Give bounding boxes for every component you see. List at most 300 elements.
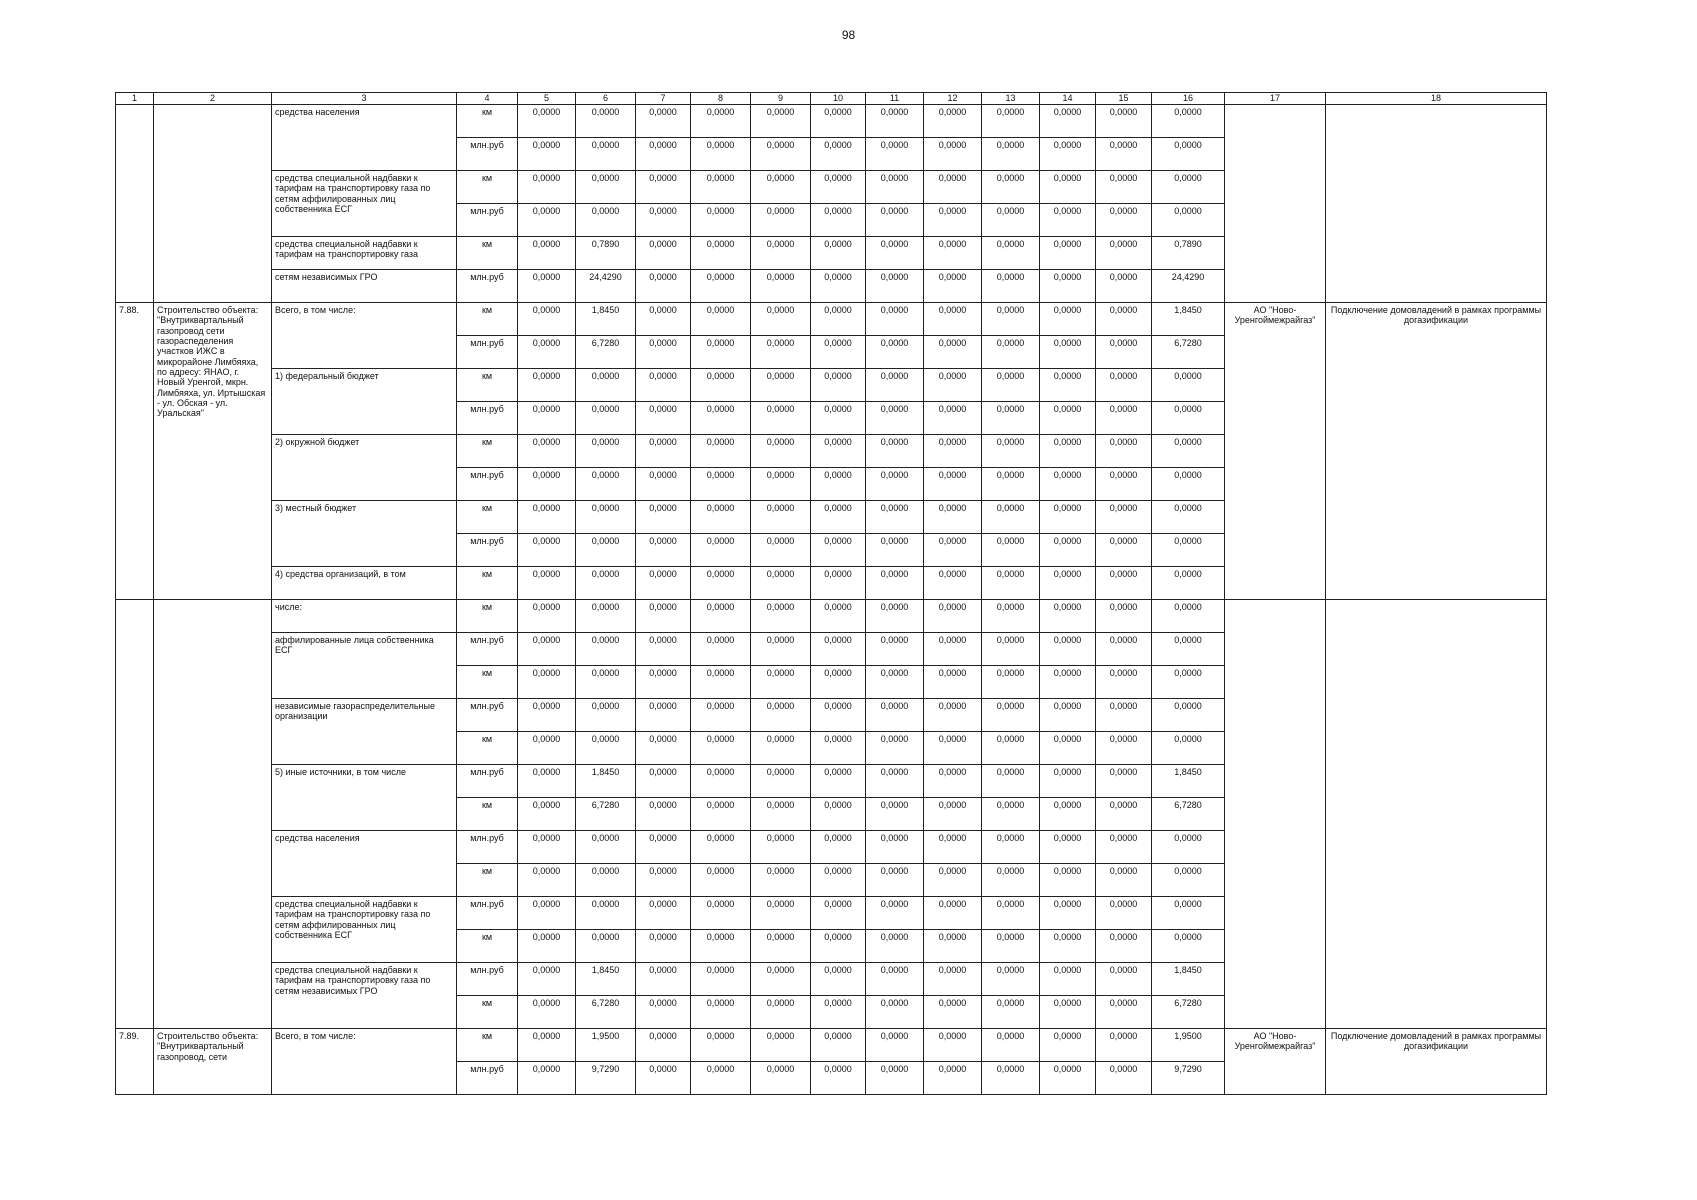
value-cell: 0,0000: [982, 633, 1040, 666]
funding-source-label: средства населения: [272, 105, 457, 171]
value-cell: 0,0000: [811, 699, 866, 732]
value-cell: 0,0000: [1096, 1062, 1152, 1095]
value-cell: 0,0000: [636, 336, 691, 369]
value-cell: 0,0000: [518, 1029, 576, 1062]
value-cell: 0,0000: [1152, 864, 1225, 897]
value-cell: 0,0000: [636, 435, 691, 468]
value-cell: 0,0000: [751, 237, 811, 270]
unit-cell: млн.руб: [457, 831, 518, 864]
value-cell: 0,0000: [924, 534, 982, 567]
column-header: 12: [924, 93, 982, 105]
value-cell: 1,8450: [1152, 765, 1225, 798]
value-cell: 0,0000: [866, 336, 924, 369]
value-cell: 0,0000: [1040, 633, 1096, 666]
value-cell: 0,0000: [1152, 204, 1225, 237]
column-header: 14: [1040, 93, 1096, 105]
value-cell: 0,0000: [691, 1062, 751, 1095]
value-cell: 0,0000: [518, 666, 576, 699]
value-cell: 0,0000: [811, 732, 866, 765]
value-cell: 0,0000: [691, 369, 751, 402]
value-cell: 0,0000: [1152, 600, 1225, 633]
value-cell: 0,0000: [1152, 732, 1225, 765]
value-cell: 0,0000: [636, 930, 691, 963]
value-cell: 0,0000: [982, 996, 1040, 1029]
value-cell: 0,0000: [1096, 369, 1152, 402]
value-cell: 0,0000: [636, 864, 691, 897]
value-cell: 0,0000: [636, 831, 691, 864]
value-cell: 0,0000: [1040, 369, 1096, 402]
value-cell: 0,0000: [866, 369, 924, 402]
item-number: [116, 105, 154, 303]
value-cell: 0,0000: [576, 864, 636, 897]
value-cell: 0,0000: [924, 930, 982, 963]
value-cell: 0,0000: [518, 1062, 576, 1095]
unit-cell: км: [457, 930, 518, 963]
value-cell: 0,0000: [518, 171, 576, 204]
column-header: 15: [1096, 93, 1152, 105]
value-cell: 0,0000: [866, 1029, 924, 1062]
value-cell: 0,0000: [518, 798, 576, 831]
value-cell: 0,0000: [636, 1062, 691, 1095]
value-cell: 0,0000: [811, 369, 866, 402]
value-cell: 0,0000: [691, 171, 751, 204]
value-cell: 0,0000: [518, 633, 576, 666]
value-cell: 0,0000: [1152, 138, 1225, 171]
value-cell: 0,0000: [751, 666, 811, 699]
value-cell: 9,7290: [576, 1062, 636, 1095]
value-cell: 0,0000: [866, 237, 924, 270]
value-cell: 0,0000: [576, 534, 636, 567]
value-cell: 0,0000: [1096, 765, 1152, 798]
funding-source-label: 2) окружной бюджет: [272, 435, 457, 501]
unit-cell: км: [457, 864, 518, 897]
unit-cell: млн.руб: [457, 138, 518, 171]
value-cell: 0,0000: [576, 369, 636, 402]
value-cell: 0,0000: [576, 732, 636, 765]
value-cell: 1,8450: [576, 303, 636, 336]
value-cell: 0,0000: [518, 237, 576, 270]
value-cell: 0,0000: [866, 996, 924, 1029]
value-cell: 0,0000: [866, 963, 924, 996]
value-cell: 0,0000: [1096, 105, 1152, 138]
value-cell: 0,0000: [1096, 732, 1152, 765]
investment-program-table: [115, 92, 1547, 1095]
value-cell: 0,0000: [1040, 1062, 1096, 1095]
value-cell: 0,0000: [1152, 930, 1225, 963]
value-cell: 0,0000: [751, 270, 811, 303]
value-cell: 0,0000: [1040, 501, 1096, 534]
value-cell: 0,0000: [691, 567, 751, 600]
value-cell: 6,7280: [1152, 996, 1225, 1029]
value-cell: 0,0000: [866, 633, 924, 666]
value-cell: 0,0000: [811, 270, 866, 303]
value-cell: 0,0000: [751, 600, 811, 633]
value-cell: 0,0000: [811, 666, 866, 699]
value-cell: 0,0000: [1040, 666, 1096, 699]
value-cell: 1,9500: [1152, 1029, 1225, 1062]
column-header: 3: [272, 93, 457, 105]
object-name: Строительство объекта: "Внутриквартальный газопровод сети газораспеделения участков ИЖС в микрорайоне Лимбяяха, по адресу: ЯНАО, г. Новый Уренгой, мкрн. Лимбяяха, ул. Иртышская - ул. Обская - ул. Уральская": [154, 303, 272, 600]
value-cell: 0,0000: [811, 798, 866, 831]
value-cell: 0,0000: [691, 732, 751, 765]
value-cell: 0,0000: [866, 534, 924, 567]
value-cell: 0,0000: [982, 369, 1040, 402]
value-cell: 0,0000: [518, 567, 576, 600]
value-cell: 0,0000: [1040, 567, 1096, 600]
purpose: Подключение домовладений в рамках программы догазификации: [1326, 303, 1547, 600]
value-cell: 0,0000: [811, 402, 866, 435]
value-cell: 0,0000: [1040, 204, 1096, 237]
value-cell: 0,0000: [924, 138, 982, 171]
value-cell: 0,0000: [1096, 600, 1152, 633]
unit-cell: км: [457, 369, 518, 402]
funding-source-label: средства специальной надбавки к тарифам на транспортировку газа по сетям аффилированных лиц собственника ЕСГ: [272, 171, 457, 237]
value-cell: 0,0000: [982, 204, 1040, 237]
value-cell: 0,0000: [866, 864, 924, 897]
value-cell: 0,0000: [924, 765, 982, 798]
unit-cell: км: [457, 798, 518, 831]
value-cell: 0,0000: [518, 303, 576, 336]
value-cell: 0,0000: [1040, 534, 1096, 567]
value-cell: 0,0000: [811, 765, 866, 798]
value-cell: 0,0000: [811, 1062, 866, 1095]
column-header: 16: [1152, 93, 1225, 105]
value-cell: 0,0000: [518, 534, 576, 567]
value-cell: 0,0000: [811, 105, 866, 138]
column-header: 18: [1326, 93, 1547, 105]
funding-source-label: 4) средства организаций, в том: [272, 567, 457, 600]
unit-cell: млн.руб: [457, 336, 518, 369]
value-cell: 0,0000: [1096, 435, 1152, 468]
column-header: 5: [518, 93, 576, 105]
value-cell: 0,0000: [811, 534, 866, 567]
value-cell: 0,0000: [636, 468, 691, 501]
value-cell: 0,0000: [924, 402, 982, 435]
value-cell: 0,0000: [982, 138, 1040, 171]
value-cell: 0,0000: [1096, 963, 1152, 996]
column-header: 9: [751, 93, 811, 105]
unit-cell: млн.руб: [457, 633, 518, 666]
value-cell: 0,0000: [866, 831, 924, 864]
value-cell: 0,0000: [1096, 468, 1152, 501]
funding-source-label: Всего, в том числе:: [272, 1029, 457, 1095]
value-cell: 0,0000: [1096, 237, 1152, 270]
value-cell: 0,0000: [1096, 567, 1152, 600]
value-cell: 0,0000: [866, 138, 924, 171]
unit-cell: км: [457, 237, 518, 270]
value-cell: 0,0000: [636, 501, 691, 534]
organization: АО "Ново-Уренгоймежрайгаз": [1225, 303, 1326, 600]
funding-source-label: средства специальной надбавки к тарифам на транспортировку газа по сетям независимых ГРО: [272, 963, 457, 1029]
table-row: [116, 105, 1547, 138]
value-cell: 0,0000: [518, 765, 576, 798]
unit-cell: км: [457, 1029, 518, 1062]
value-cell: 0,0000: [982, 270, 1040, 303]
value-cell: 0,0000: [866, 600, 924, 633]
value-cell: 0,0000: [751, 798, 811, 831]
value-cell: 0,0000: [982, 666, 1040, 699]
value-cell: 0,0000: [924, 204, 982, 237]
value-cell: 0,0000: [751, 732, 811, 765]
value-cell: 0,0000: [576, 171, 636, 204]
value-cell: 0,0000: [1096, 534, 1152, 567]
value-cell: 0,0000: [866, 930, 924, 963]
value-cell: 6,7280: [1152, 798, 1225, 831]
item-number: 7.89.: [116, 1029, 154, 1095]
value-cell: 0,0000: [576, 435, 636, 468]
value-cell: 0,0000: [1152, 633, 1225, 666]
value-cell: 0,0000: [636, 699, 691, 732]
value-cell: 0,0000: [751, 402, 811, 435]
value-cell: 0,0000: [751, 567, 811, 600]
value-cell: 0,0000: [811, 996, 866, 1029]
value-cell: 0,0000: [691, 666, 751, 699]
value-cell: 0,0000: [982, 336, 1040, 369]
value-cell: 0,0000: [924, 501, 982, 534]
value-cell: 0,0000: [924, 600, 982, 633]
value-cell: 0,0000: [866, 303, 924, 336]
value-cell: 0,0000: [1152, 171, 1225, 204]
value-cell: 0,0000: [1040, 600, 1096, 633]
value-cell: 0,0000: [518, 831, 576, 864]
value-cell: 0,0000: [576, 204, 636, 237]
unit-cell: млн.руб: [457, 765, 518, 798]
value-cell: 0,0000: [518, 699, 576, 732]
value-cell: 0,0000: [1040, 336, 1096, 369]
value-cell: 0,0000: [1152, 435, 1225, 468]
value-cell: 0,0000: [924, 996, 982, 1029]
funding-source-label: средства специальной надбавки к тарифам на транспортировку газа по сетям аффилированных лиц собственника ЕСГ: [272, 897, 457, 963]
value-cell: 0,0000: [751, 369, 811, 402]
value-cell: 0,0000: [751, 204, 811, 237]
value-cell: 0,0000: [636, 171, 691, 204]
value-cell: 0,0000: [924, 864, 982, 897]
value-cell: 0,0000: [866, 171, 924, 204]
value-cell: 0,0000: [1040, 831, 1096, 864]
value-cell: 0,0000: [636, 765, 691, 798]
value-cell: 0,0000: [924, 270, 982, 303]
value-cell: 0,0000: [636, 600, 691, 633]
value-cell: 0,0000: [982, 600, 1040, 633]
value-cell: 0,0000: [866, 468, 924, 501]
value-cell: 0,0000: [982, 831, 1040, 864]
value-cell: 0,0000: [982, 171, 1040, 204]
value-cell: 0,0000: [982, 765, 1040, 798]
unit-cell: млн.руб: [457, 1062, 518, 1095]
value-cell: 0,0000: [1152, 567, 1225, 600]
value-cell: 0,0000: [1152, 468, 1225, 501]
value-cell: 0,0000: [1040, 864, 1096, 897]
value-cell: 0,0000: [982, 798, 1040, 831]
value-cell: 0,0000: [636, 204, 691, 237]
unit-cell: млн.руб: [457, 534, 518, 567]
value-cell: 0,0000: [691, 633, 751, 666]
value-cell: 0,0000: [811, 963, 866, 996]
value-cell: 0,0000: [576, 501, 636, 534]
value-cell: 0,0000: [1152, 897, 1225, 930]
object-name: [154, 105, 272, 303]
unit-cell: км: [457, 996, 518, 1029]
unit-cell: млн.руб: [457, 963, 518, 996]
value-cell: 0,0000: [691, 534, 751, 567]
value-cell: 0,0000: [691, 699, 751, 732]
purpose: [1326, 600, 1547, 1029]
value-cell: 0,0000: [636, 1029, 691, 1062]
unit-cell: км: [457, 303, 518, 336]
value-cell: 0,0000: [691, 600, 751, 633]
column-header: 10: [811, 93, 866, 105]
value-cell: 0,0000: [1096, 402, 1152, 435]
value-cell: 0,0000: [982, 468, 1040, 501]
column-header: 8: [691, 93, 751, 105]
value-cell: 0,0000: [924, 1029, 982, 1062]
value-cell: 0,0000: [576, 831, 636, 864]
value-cell: 0,0000: [982, 864, 1040, 897]
value-cell: 0,0000: [751, 303, 811, 336]
value-cell: 0,0000: [1040, 732, 1096, 765]
value-cell: 0,0000: [1040, 270, 1096, 303]
value-cell: 0,0000: [751, 468, 811, 501]
item-number: 7.88.: [116, 303, 154, 600]
value-cell: 0,0000: [691, 105, 751, 138]
value-cell: 0,7890: [576, 237, 636, 270]
value-cell: 0,0000: [518, 402, 576, 435]
value-cell: 0,0000: [691, 336, 751, 369]
value-cell: 0,0000: [924, 567, 982, 600]
value-cell: 0,0000: [518, 864, 576, 897]
value-cell: 0,0000: [518, 930, 576, 963]
value-cell: 0,0000: [866, 567, 924, 600]
value-cell: 0,0000: [924, 666, 982, 699]
value-cell: 0,0000: [518, 204, 576, 237]
value-cell: 0,0000: [866, 435, 924, 468]
value-cell: 0,0000: [636, 105, 691, 138]
value-cell: 0,0000: [811, 831, 866, 864]
value-cell: 0,0000: [982, 237, 1040, 270]
value-cell: 0,0000: [811, 567, 866, 600]
value-cell: 0,0000: [1152, 105, 1225, 138]
object-name: Строительство объекта: "Внутриквартальный газопровод, сети: [154, 1029, 272, 1095]
value-cell: 0,0000: [924, 171, 982, 204]
value-cell: 0,0000: [811, 171, 866, 204]
value-cell: 0,0000: [691, 765, 751, 798]
value-cell: 0,0000: [811, 435, 866, 468]
value-cell: 0,0000: [1096, 270, 1152, 303]
value-cell: 0,0000: [751, 501, 811, 534]
value-cell: 0,0000: [751, 996, 811, 1029]
value-cell: 0,0000: [518, 270, 576, 303]
funding-source-label: средства населения: [272, 831, 457, 897]
value-cell: 6,7280: [1152, 336, 1225, 369]
value-cell: 0,0000: [811, 864, 866, 897]
column-header: 2: [154, 93, 272, 105]
column-header: 13: [982, 93, 1040, 105]
value-cell: 0,0000: [576, 930, 636, 963]
value-cell: 0,0000: [1040, 897, 1096, 930]
value-cell: 0,0000: [691, 237, 751, 270]
value-cell: 0,0000: [1096, 930, 1152, 963]
unit-cell: км: [457, 435, 518, 468]
value-cell: 0,0000: [982, 732, 1040, 765]
value-cell: 24,4290: [1152, 270, 1225, 303]
value-cell: 0,0000: [811, 336, 866, 369]
value-cell: 0,0000: [691, 303, 751, 336]
value-cell: 0,0000: [751, 930, 811, 963]
value-cell: 0,0000: [576, 600, 636, 633]
object-name: [154, 600, 272, 1029]
value-cell: 0,0000: [811, 1029, 866, 1062]
column-header: 11: [866, 93, 924, 105]
value-cell: 0,0000: [576, 105, 636, 138]
value-cell: 0,0000: [1040, 699, 1096, 732]
value-cell: 0,0000: [1096, 501, 1152, 534]
funding-source-label: 5) иные источники, в том числе: [272, 765, 457, 831]
value-cell: 0,0000: [1096, 798, 1152, 831]
value-cell: 0,0000: [691, 468, 751, 501]
funding-source-label: 3) местный бюджет: [272, 501, 457, 567]
value-cell: 0,0000: [576, 666, 636, 699]
value-cell: 0,0000: [866, 732, 924, 765]
unit-cell: млн.руб: [457, 897, 518, 930]
value-cell: 0,0000: [1152, 369, 1225, 402]
value-cell: 0,0000: [751, 1062, 811, 1095]
value-cell: 0,0000: [811, 303, 866, 336]
value-cell: 0,0000: [982, 897, 1040, 930]
value-cell: 0,0000: [982, 501, 1040, 534]
value-cell: 0,0000: [866, 897, 924, 930]
funding-source-label: 1) федеральный бюджет: [272, 369, 457, 435]
value-cell: 0,0000: [576, 633, 636, 666]
value-cell: 0,0000: [924, 1062, 982, 1095]
value-cell: 0,0000: [1040, 435, 1096, 468]
unit-cell: км: [457, 732, 518, 765]
value-cell: 0,0000: [1096, 831, 1152, 864]
value-cell: 0,0000: [1096, 666, 1152, 699]
unit-cell: млн.руб: [457, 204, 518, 237]
value-cell: 0,0000: [691, 996, 751, 1029]
value-cell: 0,0000: [811, 897, 866, 930]
value-cell: 1,8450: [1152, 963, 1225, 996]
value-cell: 0,0000: [982, 1029, 1040, 1062]
value-cell: 0,0000: [924, 237, 982, 270]
value-cell: 0,0000: [924, 105, 982, 138]
value-cell: 0,0000: [691, 270, 751, 303]
value-cell: 0,0000: [924, 798, 982, 831]
value-cell: 0,0000: [518, 732, 576, 765]
purpose: Подключение домовладений в рамках программы догазификации: [1326, 1029, 1547, 1095]
value-cell: 0,0000: [924, 699, 982, 732]
value-cell: 0,0000: [1040, 798, 1096, 831]
value-cell: 0,0000: [751, 435, 811, 468]
value-cell: 0,0000: [866, 699, 924, 732]
value-cell: 0,0000: [751, 897, 811, 930]
value-cell: 0,0000: [1096, 1029, 1152, 1062]
table-row: [116, 1029, 1547, 1062]
value-cell: 0,0000: [1096, 699, 1152, 732]
value-cell: 0,0000: [982, 963, 1040, 996]
value-cell: 0,0000: [518, 369, 576, 402]
value-cell: 0,0000: [636, 237, 691, 270]
value-cell: 0,0000: [751, 534, 811, 567]
value-cell: 0,0000: [982, 534, 1040, 567]
value-cell: 0,0000: [636, 138, 691, 171]
value-cell: 0,0000: [518, 996, 576, 1029]
value-cell: 0,0000: [691, 798, 751, 831]
page-number: 98: [841, 28, 856, 42]
value-cell: 0,0000: [1040, 303, 1096, 336]
value-cell: 0,0000: [751, 633, 811, 666]
value-cell: 0,0000: [751, 336, 811, 369]
